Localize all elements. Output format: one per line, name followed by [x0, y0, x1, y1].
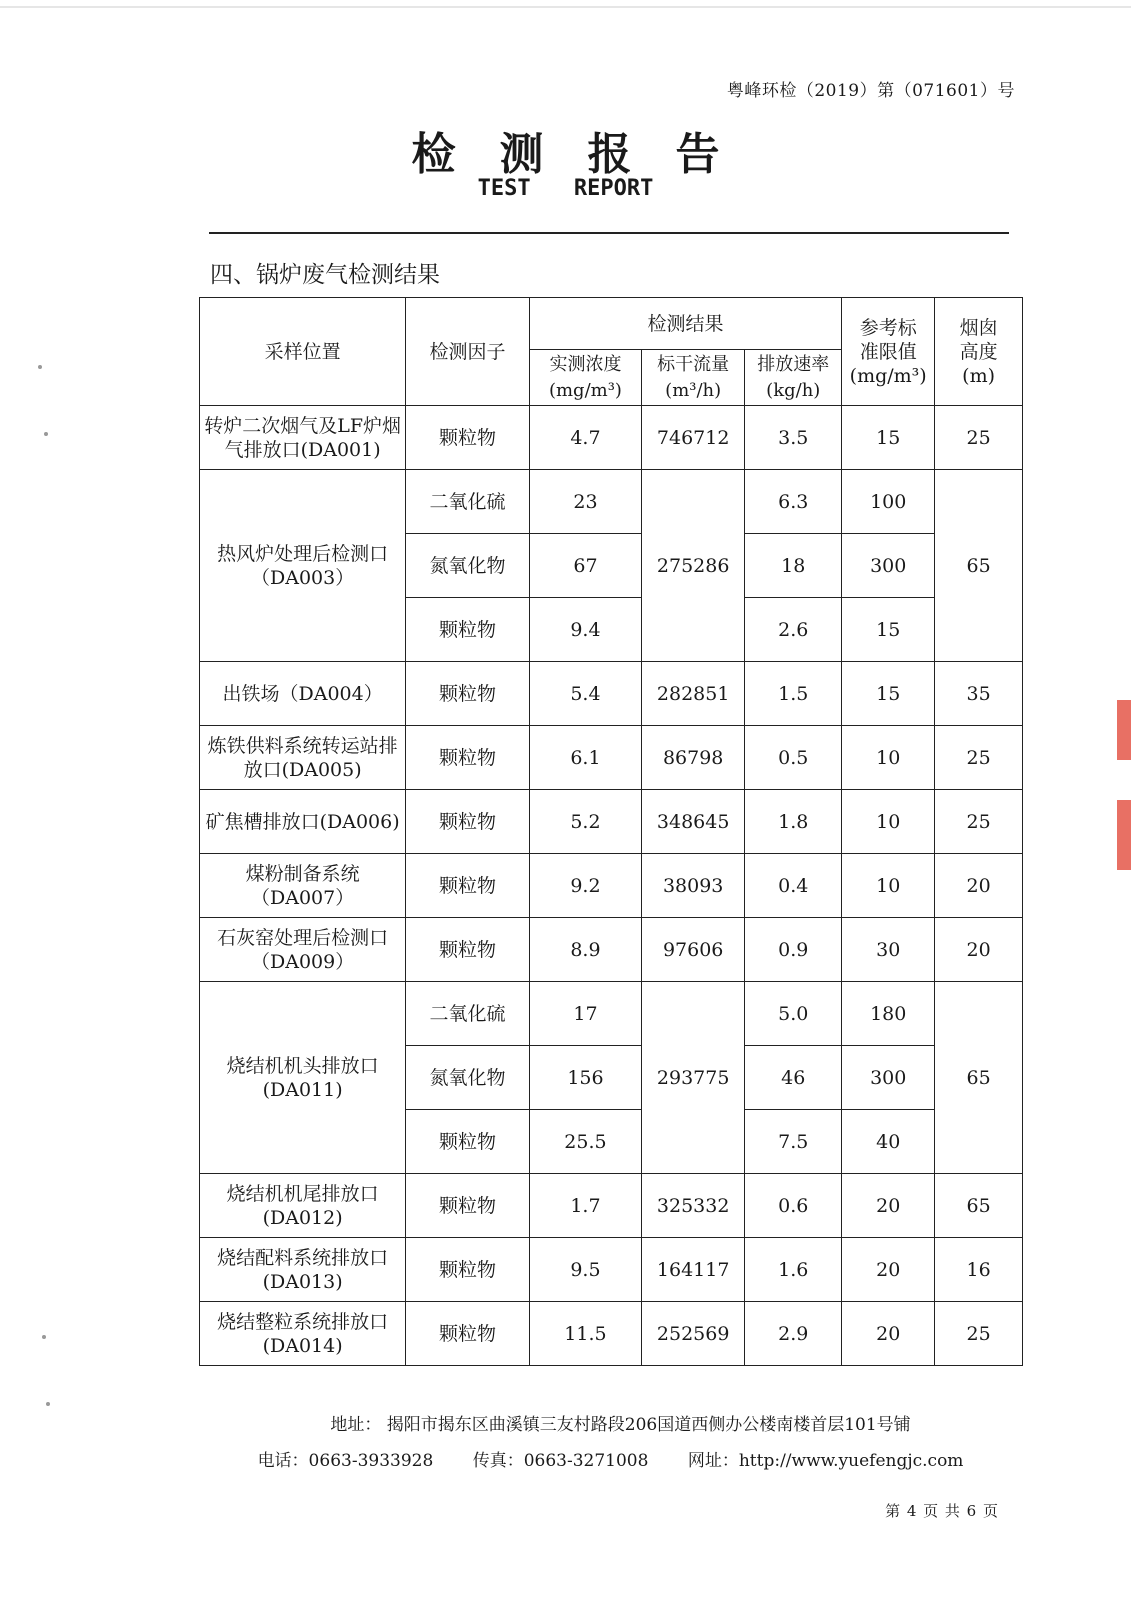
cell-height: 35 — [935, 662, 1023, 726]
cell-flow: 282851 — [642, 662, 745, 726]
cell-rate: 0.9 — [745, 918, 842, 982]
table-row — [200, 918, 1023, 982]
cell-factor: 二氧化硫 — [406, 982, 530, 1046]
cell-flow: 164117 — [642, 1238, 745, 1302]
cell-factor: 颗粒物 — [406, 918, 530, 982]
conc-label: 实测浓度 — [549, 353, 622, 375]
header-divider — [209, 232, 1009, 234]
cell-height: 25 — [935, 726, 1023, 790]
conc-unit: (mg/m³) — [548, 379, 622, 401]
cell-limit: 20 — [842, 1174, 935, 1238]
cell-location: 出铁场（DA004） — [200, 662, 406, 726]
cell-rate: 0.5 — [745, 726, 842, 790]
col-header-limit — [842, 298, 935, 406]
cell-rate: 2.6 — [745, 598, 842, 662]
cell-location: 热风炉处理后检测口（DA003） — [200, 470, 406, 662]
table-row — [200, 726, 1023, 790]
cell-limit: 40 — [842, 1110, 935, 1174]
cell-limit: 30 — [842, 918, 935, 982]
cell-location: 煤粉制备系统（DA007） — [200, 854, 406, 918]
cell-limit: 15 — [842, 662, 935, 726]
cell-height: 25 — [935, 406, 1023, 470]
table-row — [200, 982, 1023, 1046]
cell-conc: 9.2 — [529, 854, 641, 918]
results-table-body — [200, 298, 1023, 1366]
cell-location: 转炉二次烟气及LF炉烟气排放口(DA001) — [200, 406, 406, 470]
cell-rate: 18 — [745, 534, 842, 598]
cell-height: 25 — [935, 790, 1023, 854]
rate-unit: (kg/h) — [766, 379, 821, 401]
page-number: 第 4 页 共 6 页 — [885, 1502, 999, 1520]
cell-rate: 1.6 — [745, 1238, 842, 1302]
cell-flow: 293775 — [642, 982, 745, 1174]
table-row — [200, 790, 1023, 854]
cell-conc: 1.7 — [529, 1174, 641, 1238]
cell-limit: 20 — [842, 1302, 935, 1366]
col-header-location: 采样位置 — [200, 298, 406, 406]
height-unit: (m) — [962, 364, 995, 387]
col-header-results: 检测结果 — [529, 298, 841, 350]
cell-limit: 300 — [842, 1046, 935, 1110]
report-title-cn — [0, 118, 1131, 182]
cell-location: 烧结机机头排放口(DA011) — [200, 982, 406, 1174]
cell-rate: 1.8 — [745, 790, 842, 854]
cell-height: 20 — [935, 918, 1023, 982]
cell-conc: 23 — [529, 470, 641, 534]
cell-limit: 180 — [842, 982, 935, 1046]
cell-conc: 9.4 — [529, 598, 641, 662]
cell-factor: 颗粒物 — [406, 1110, 530, 1174]
results-table — [199, 297, 1023, 1366]
cell-factor: 颗粒物 — [406, 406, 530, 470]
cell-height: 65 — [935, 1174, 1023, 1238]
cell-factor: 颗粒物 — [406, 1302, 530, 1366]
cell-limit: 10 — [842, 790, 935, 854]
cell-factor: 氮氧化物 — [406, 1046, 530, 1110]
cell-height: 16 — [935, 1238, 1023, 1302]
cell-location: 烧结机机尾排放口(DA012) — [200, 1174, 406, 1238]
cell-conc: 11.5 — [529, 1302, 641, 1366]
cell-factor: 颗粒物 — [406, 854, 530, 918]
cell-factor: 二氧化硫 — [406, 470, 530, 534]
footer-phone: 电话：0663-3933928 — [257, 1451, 434, 1471]
table-row — [200, 406, 1023, 470]
cell-limit: 15 — [842, 598, 935, 662]
cell-factor: 颗粒物 — [406, 726, 530, 790]
cell-location: 矿焦槽排放口(DA006) — [200, 790, 406, 854]
cell-conc: 8.9 — [529, 918, 641, 982]
cell-factor: 颗粒物 — [406, 1238, 530, 1302]
col-header-rate — [745, 350, 842, 406]
cell-rate: 2.9 — [745, 1302, 842, 1366]
cell-location: 烧结整粒系统排放口(DA014) — [200, 1302, 406, 1366]
cell-conc: 17 — [529, 982, 641, 1046]
table-row — [200, 1174, 1023, 1238]
flow-label: 标干流量 — [657, 353, 730, 375]
title-char: 检 — [411, 129, 456, 180]
cell-location: 烧结配料系统排放口(DA013) — [200, 1238, 406, 1302]
cell-limit: 10 — [842, 726, 935, 790]
cell-factor: 颗粒物 — [406, 790, 530, 854]
footer-contact — [0, 1446, 1131, 1471]
scan-speck — [38, 365, 42, 369]
cell-height: 25 — [935, 1302, 1023, 1366]
cell-conc: 6.1 — [529, 726, 641, 790]
footer-website: 网址：http://www.yuefengjc.com — [687, 1451, 964, 1471]
cell-flow: 97606 — [642, 918, 745, 982]
section-title: 四、锅炉废气检测结果 — [210, 262, 440, 288]
cell-factor: 颗粒物 — [406, 598, 530, 662]
footer-fax: 传真：0663-3271008 — [472, 1451, 649, 1471]
cell-rate: 1.5 — [745, 662, 842, 726]
cell-limit: 15 — [842, 406, 935, 470]
cell-rate: 3.5 — [745, 406, 842, 470]
cell-conc: 5.2 — [529, 790, 641, 854]
cell-flow: 348645 — [642, 790, 745, 854]
table-row — [200, 1238, 1023, 1302]
title-char: 告 — [675, 129, 720, 180]
limit-unit: (mg/m³) — [849, 364, 927, 387]
cell-rate: 6.3 — [745, 470, 842, 534]
cell-flow: 325332 — [642, 1174, 745, 1238]
cell-limit: 10 — [842, 854, 935, 918]
limit-label: 参考标准限值 — [859, 316, 917, 363]
cell-limit: 100 — [842, 470, 935, 534]
cell-conc: 156 — [529, 1046, 641, 1110]
rate-label: 排放速率 — [757, 353, 830, 375]
footer-address: 地址： 揭阳市揭东区曲溪镇三友村路段206国道西侧办公楼南楼首层101号铺 — [330, 1415, 911, 1435]
cell-rate: 46 — [745, 1046, 842, 1110]
col-header-factor: 检测因子 — [406, 298, 530, 406]
title-char: 报 — [587, 129, 632, 180]
cell-factor: 氮氧化物 — [406, 534, 530, 598]
table-row — [200, 854, 1023, 918]
seal-fragment — [1117, 700, 1131, 760]
cell-flow: 275286 — [642, 470, 745, 662]
cell-factor: 颗粒物 — [406, 1174, 530, 1238]
cell-rate: 5.0 — [745, 982, 842, 1046]
cell-limit: 20 — [842, 1238, 935, 1302]
table-row — [200, 470, 1023, 534]
col-header-flow — [642, 350, 745, 406]
cell-flow: 746712 — [642, 406, 745, 470]
seal-fragment — [1117, 800, 1131, 870]
cell-conc: 9.5 — [529, 1238, 641, 1302]
title-char: 测 — [499, 129, 544, 180]
height-label: 烟囱高度 — [959, 316, 998, 363]
report-title-en: TEST REPORT — [477, 176, 654, 201]
table-row — [200, 1302, 1023, 1366]
cell-height: 65 — [935, 982, 1023, 1174]
cell-height: 20 — [935, 854, 1023, 918]
cell-conc: 5.4 — [529, 662, 641, 726]
flow-unit: (m³/h) — [665, 379, 722, 401]
cell-flow: 86798 — [642, 726, 745, 790]
scan-speck — [42, 1335, 46, 1339]
cell-flow: 38093 — [642, 854, 745, 918]
table-row — [200, 662, 1023, 726]
cell-conc: 25.5 — [529, 1110, 641, 1174]
cell-limit: 300 — [842, 534, 935, 598]
cell-rate: 0.6 — [745, 1174, 842, 1238]
table-header-row — [200, 298, 1023, 350]
cell-location: 石灰窑处理后检测口（DA009） — [200, 918, 406, 982]
cell-rate: 7.5 — [745, 1110, 842, 1174]
cell-flow: 252569 — [642, 1302, 745, 1366]
cell-factor: 颗粒物 — [406, 662, 530, 726]
col-header-height — [935, 298, 1023, 406]
cell-location: 炼铁供料系统转运站排放口(DA005) — [200, 726, 406, 790]
cell-rate: 0.4 — [745, 854, 842, 918]
scan-speck — [44, 432, 48, 436]
cell-conc: 67 — [529, 534, 641, 598]
cell-conc: 4.7 — [529, 406, 641, 470]
cell-height: 65 — [935, 470, 1023, 662]
col-header-conc — [529, 350, 641, 406]
scan-speck — [46, 1402, 50, 1406]
report-number: 粤峰环检（2019）第（071601）号 — [726, 81, 1015, 101]
scan-top-edge — [0, 6, 1131, 8]
